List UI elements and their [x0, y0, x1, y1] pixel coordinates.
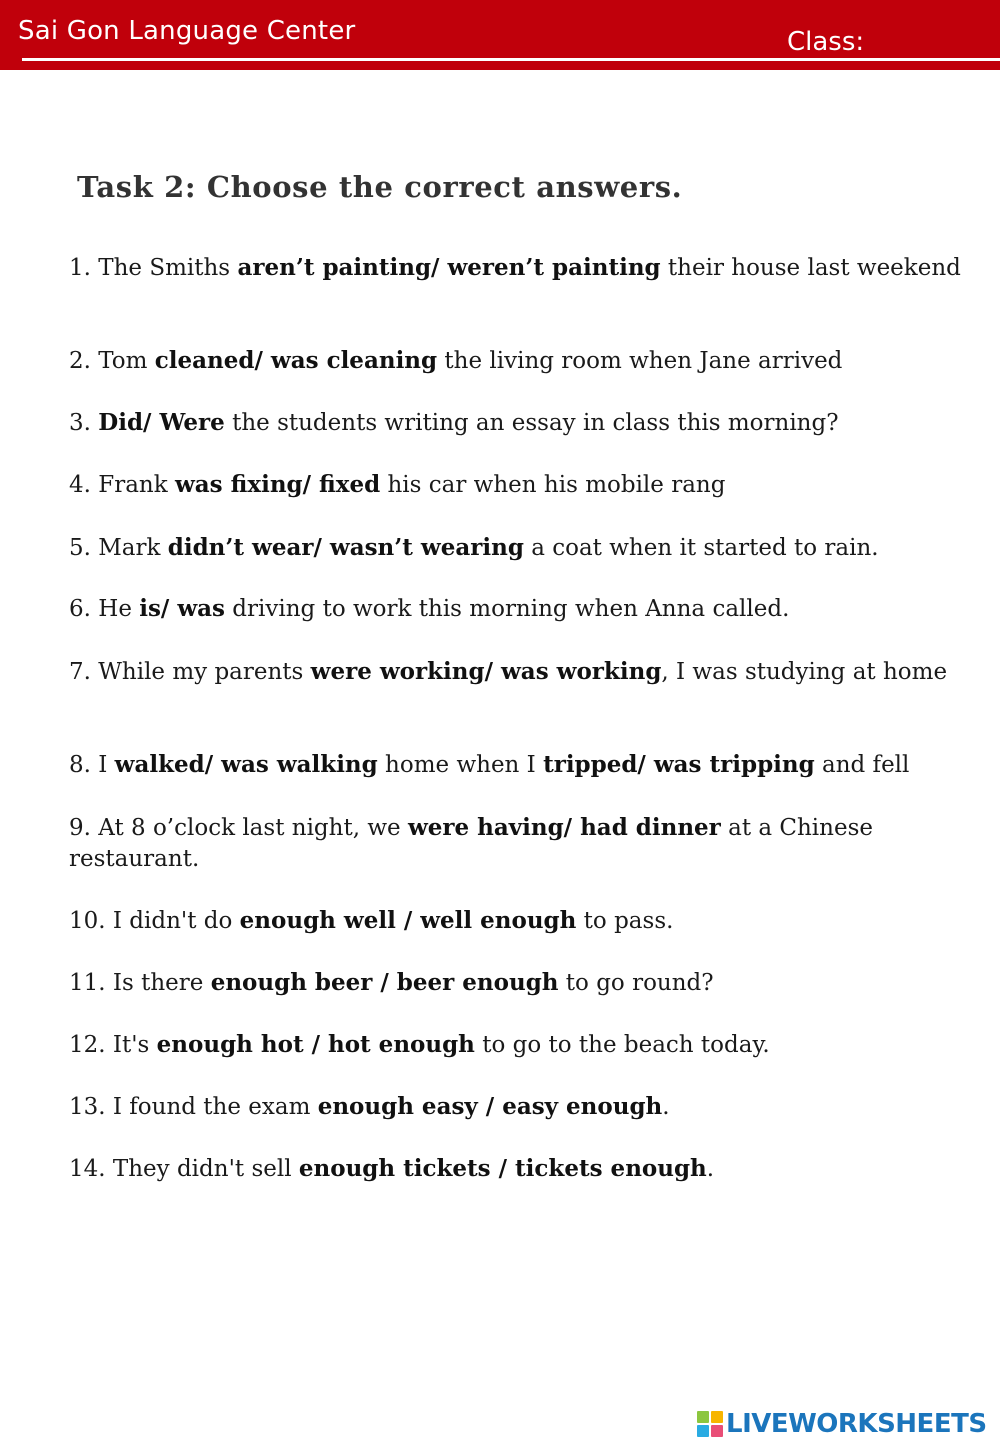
question-item — [69, 532, 974, 564]
answer-options[interactable]: Did/ Were — [98, 409, 225, 436]
liveworksheets-brand-text: LIVEWORKSHEETS — [726, 1409, 987, 1439]
answer-options[interactable]: is/ was — [139, 595, 225, 622]
question-text: . — [662, 1094, 670, 1120]
question-text: 10. I didn't do — [69, 908, 240, 934]
class-label: Class: — [787, 27, 865, 57]
question-text: 3. — [69, 410, 99, 436]
question-text: 1. The Smiths — [69, 255, 238, 281]
header-divider — [22, 58, 1000, 61]
question-text: home when I — [377, 752, 544, 778]
question-text: 13. I found the exam — [69, 1094, 318, 1120]
answer-options[interactable]: were having/ had dinner — [407, 814, 721, 841]
answer-options[interactable]: enough well / well enough — [239, 907, 577, 934]
question-text: at a Chinese restaurant. — [69, 815, 874, 872]
liveworksheets-logo[interactable] — [697, 1408, 987, 1440]
question-text: a coat when it started to rain. — [523, 535, 879, 561]
question-text: 11. Is there — [69, 970, 211, 996]
question-item — [69, 252, 974, 284]
question-text: 6. He — [69, 596, 140, 622]
question-text: to go to the beach today. — [474, 1032, 770, 1058]
answer-options[interactable]: enough easy / easy enough — [317, 1093, 663, 1120]
question-text: 5. Mark — [69, 535, 168, 561]
answer-options[interactable]: tripped/ was tripping — [543, 751, 815, 778]
question-text: his car when his mobile rang — [380, 472, 726, 498]
question-text: driving to work this morning when Anna called. — [225, 596, 790, 622]
question-text: 12. It's — [69, 1032, 157, 1058]
question-item — [69, 812, 974, 875]
liveworksheets-logo-icon — [697, 1411, 723, 1437]
question-text: 8. I — [69, 752, 115, 778]
question-text: to go round? — [558, 970, 714, 996]
question-text: and fell — [814, 752, 910, 778]
answer-options[interactable]: aren’t painting/ weren’t painting — [237, 254, 661, 281]
answer-options[interactable]: enough hot / hot enough — [156, 1031, 475, 1058]
answer-options[interactable]: enough beer / beer enough — [210, 969, 559, 996]
answer-options[interactable]: cleaned/ was cleaning — [154, 347, 438, 374]
org-name: Sai Gon Language Center — [18, 16, 356, 46]
question-text: 2. Tom — [69, 348, 155, 374]
question-item — [69, 469, 974, 501]
answer-options[interactable]: didn’t wear/ wasn’t wearing — [167, 534, 524, 561]
question-item — [69, 407, 974, 439]
question-text: the students writing an essay in class this morning? — [224, 410, 839, 436]
question-text: . — [706, 1156, 715, 1182]
question-text: 4. Frank — [69, 472, 175, 498]
question-item — [69, 967, 974, 999]
question-text: 14. They didn't sell — [69, 1156, 299, 1182]
question-item — [69, 749, 989, 781]
question-item — [69, 656, 974, 688]
question-text: their house last weekend — [660, 255, 961, 281]
answer-options[interactable]: walked/ was walking — [114, 751, 378, 778]
question-text: to pass. — [576, 908, 674, 934]
answer-options[interactable]: was fixing/ fixed — [174, 471, 381, 498]
answer-options[interactable]: enough tickets / tickets enough — [298, 1155, 707, 1182]
question-text: , I was studying at home — [661, 659, 948, 685]
answer-options[interactable]: were working/ was working — [310, 658, 662, 685]
question-item — [69, 1153, 974, 1185]
question-item — [69, 1029, 974, 1061]
question-item — [69, 905, 974, 937]
task-title: Task 2: Choose the correct answers. — [77, 170, 683, 204]
question-item — [69, 1091, 974, 1123]
question-text: the living room when Jane arrived — [437, 348, 843, 374]
question-item — [69, 345, 974, 377]
question-text: 7. While my parents — [69, 659, 311, 685]
question-item — [69, 593, 974, 625]
question-text: 9. At 8 o’clock last night, we — [69, 815, 408, 841]
